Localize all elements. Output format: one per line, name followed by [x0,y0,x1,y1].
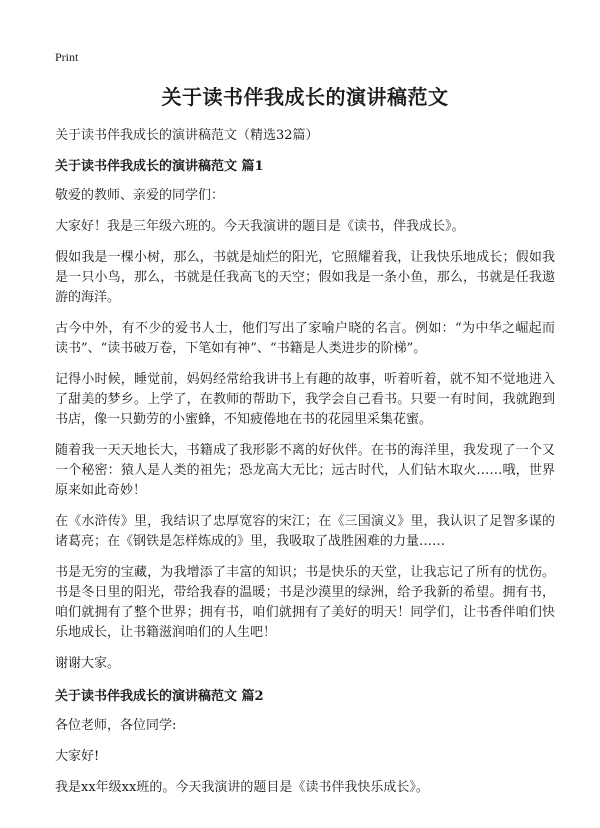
paragraph: 我是xx年级xx班的。今天我演讲的题目是《读书伴我快乐成长》。 [55,780,429,795]
document-title: 关于读书伴我成长的演讲稿范文 [161,85,449,109]
paragraph: 敬爱的教师、亲爱的同学们： [55,188,225,203]
section-2 [55,685,555,798]
section-heading: 关于读书伴我成长的演讲稿范文 篇1 [55,159,264,174]
paragraph: 古今中外，有不少的爱书人士，他们写出了家喻户晓的名言。例如：“为中华之崛起而读书”、“读书破万卷，下笔如有神”、“书籍是人类进步的阶梯”。 [55,321,555,356]
document-page [55,46,555,809]
section-heading: 关于读书伴我成长的演讲稿范文 篇2 [55,689,264,704]
paragraph: 随着我一天天地长大，书籍成了我形影不离的好伙伴。在书的海洋里，我发现了一个又一个秘密：猿人是人类的祖先；恐龙高大无比；远古时代，人们钻木取火……哦，世界原来如此奇妙！ [55,443,555,498]
paragraph: 各位老师，各位同学: [55,718,177,733]
paragraph: 记得小时候，睡觉前，妈妈经常给我讲书上有趣的故事，听着听着，就不知不觉地进入了甜美的梦乡。上学了，在教师的帮助下，我学会自己看书。只要一有时间，我就跑到书店，像一只勤劳的小蜜蜂，不知疲倦地在书的花园里采集花蜜。 [55,372,555,427]
paragraph: 假如我是一棵小树，那么，书就是灿烂的阳光，它照耀着我，让我快乐地成长；假如我是一只小鸟，那么，书就是任我高飞的天空；假如我是一条小鱼，那么，书就是任我遨游的海洋。 [55,250,555,305]
print-link[interactable]: Print [55,50,79,64]
section-1 [55,155,555,674]
paragraph: 大家好! [55,749,100,764]
paragraph: 大家好！我是三年级六班的。今天我演讲的题目是《读书，伴我成长》。 [55,219,465,234]
paragraph: 在《水浒传》里，我结识了忠厚宽容的宋江；在《三国演义》里，我认识了足智多谋的诸葛亮；在《钢铁是怎样炼成的》里，我吸取了战胜困难的力量…… [55,514,555,549]
paragraph: 书是无穷的宝藏，为我增添了丰富的知识；书是快乐的天堂，让我忘记了所有的忧伤。书是冬日里的阳光，带给我春的温暖；书是沙漠里的绿洲，给予我新的希望。拥有书，咱们就拥有了整个世界；拥有书，咱们就拥有了美好的明天！同学们，让书香伴咱们快乐地成长，让书籍滋润咱们的人生吧！ [55,565,555,640]
paragraph: 谢谢大家。 [55,656,121,671]
document-subtitle: 关于读书伴我成长的演讲稿范文（精选32篇） [55,128,319,143]
